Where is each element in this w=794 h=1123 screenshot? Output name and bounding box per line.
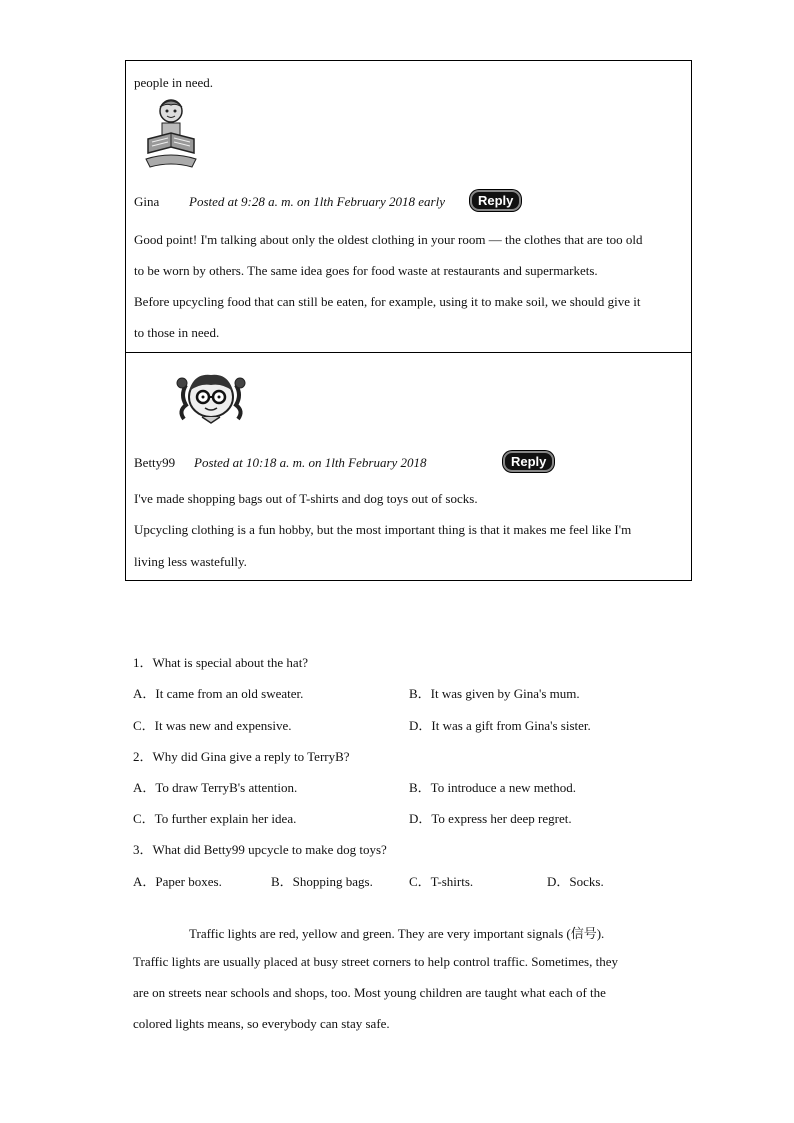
question-1-stem: 1．What is special about the hat? (133, 655, 309, 670)
question-2-option-c[interactable]: C．To further explain her idea. (133, 811, 297, 826)
question-1-option-a[interactable]: A．It came from an old sweater. (133, 686, 304, 701)
post-author: Gina (134, 194, 160, 209)
passage-line: Traffic lights are red, yellow and green. They are very important signals (信号). (189, 926, 605, 941)
question-2-stem: 2．Why did Gina give a reply to TerryB? (133, 749, 350, 764)
question-3-option-c[interactable]: C．T-shirts. (409, 874, 474, 889)
passage-line: are on streets near schools and shops, too. Most young children are taught what each of the (133, 985, 606, 1000)
post-line: to those in need. (134, 325, 220, 340)
post-line: to be worn by others. The same idea goes for food waste at restaurants and supermarkets. (134, 263, 598, 278)
post-line: Before upcycling food that can still be eaten, for example, using it to make soil, we should give it (134, 294, 641, 309)
post-author: Betty99 (134, 455, 176, 470)
question-2-option-d[interactable]: D．To express her deep regret. (409, 811, 572, 826)
intro-line: people in need. (134, 75, 214, 90)
gina-post-header (134, 194, 445, 210)
post-line: I've made shopping bags out of T-shirts and dog toys out of socks. (134, 491, 478, 506)
post-timestamp: Posted at 9:28 a. m. on 1lth February 2018 early (189, 194, 445, 209)
question-3-stem: 3．What did Betty99 upcycle to make dog toys? (133, 842, 387, 857)
post-timestamp: Posted at 10:18 a. m. on 1lth February 2018 (194, 455, 427, 470)
forum-thread-box (125, 60, 692, 581)
passage-line: Traffic lights are usually placed at busy street corners to help control traffic. Sometimes, they (133, 954, 618, 969)
question-1-option-b[interactable]: B．It was given by Gina's mum. (409, 686, 580, 701)
betty-avatar-image (174, 371, 248, 429)
gina-reply-button[interactable]: Reply (470, 190, 521, 211)
passage-line: colored lights means, so everybody can stay safe. (133, 1016, 390, 1031)
question-1-option-d[interactable]: D．It was a gift from Gina's sister. (409, 718, 591, 733)
post-line: living less wastefully. (134, 554, 247, 569)
post-line: Upcycling clothing is a fun hobby, but the most important thing is that it makes me feel like I'm (134, 522, 632, 537)
question-3-option-b[interactable]: B．Shopping bags. (271, 874, 373, 889)
gina-avatar-image (140, 97, 202, 175)
question-3-option-d[interactable]: D．Socks. (547, 874, 604, 889)
question-3-option-a[interactable]: A．Paper boxes. (133, 874, 222, 889)
post-line: Good point! I'm talking about only the oldest clothing in your room — the clothes that are too old (134, 232, 643, 247)
post-divider (126, 352, 691, 353)
betty-reply-button[interactable]: Reply (503, 451, 554, 472)
question-1-option-c[interactable]: C．It was new and expensive. (133, 718, 292, 733)
betty-post-header (134, 455, 427, 471)
question-2-option-b[interactable]: B．To introduce a new method. (409, 780, 576, 795)
question-2-option-a[interactable]: A．To draw TerryB's attention. (133, 780, 298, 795)
